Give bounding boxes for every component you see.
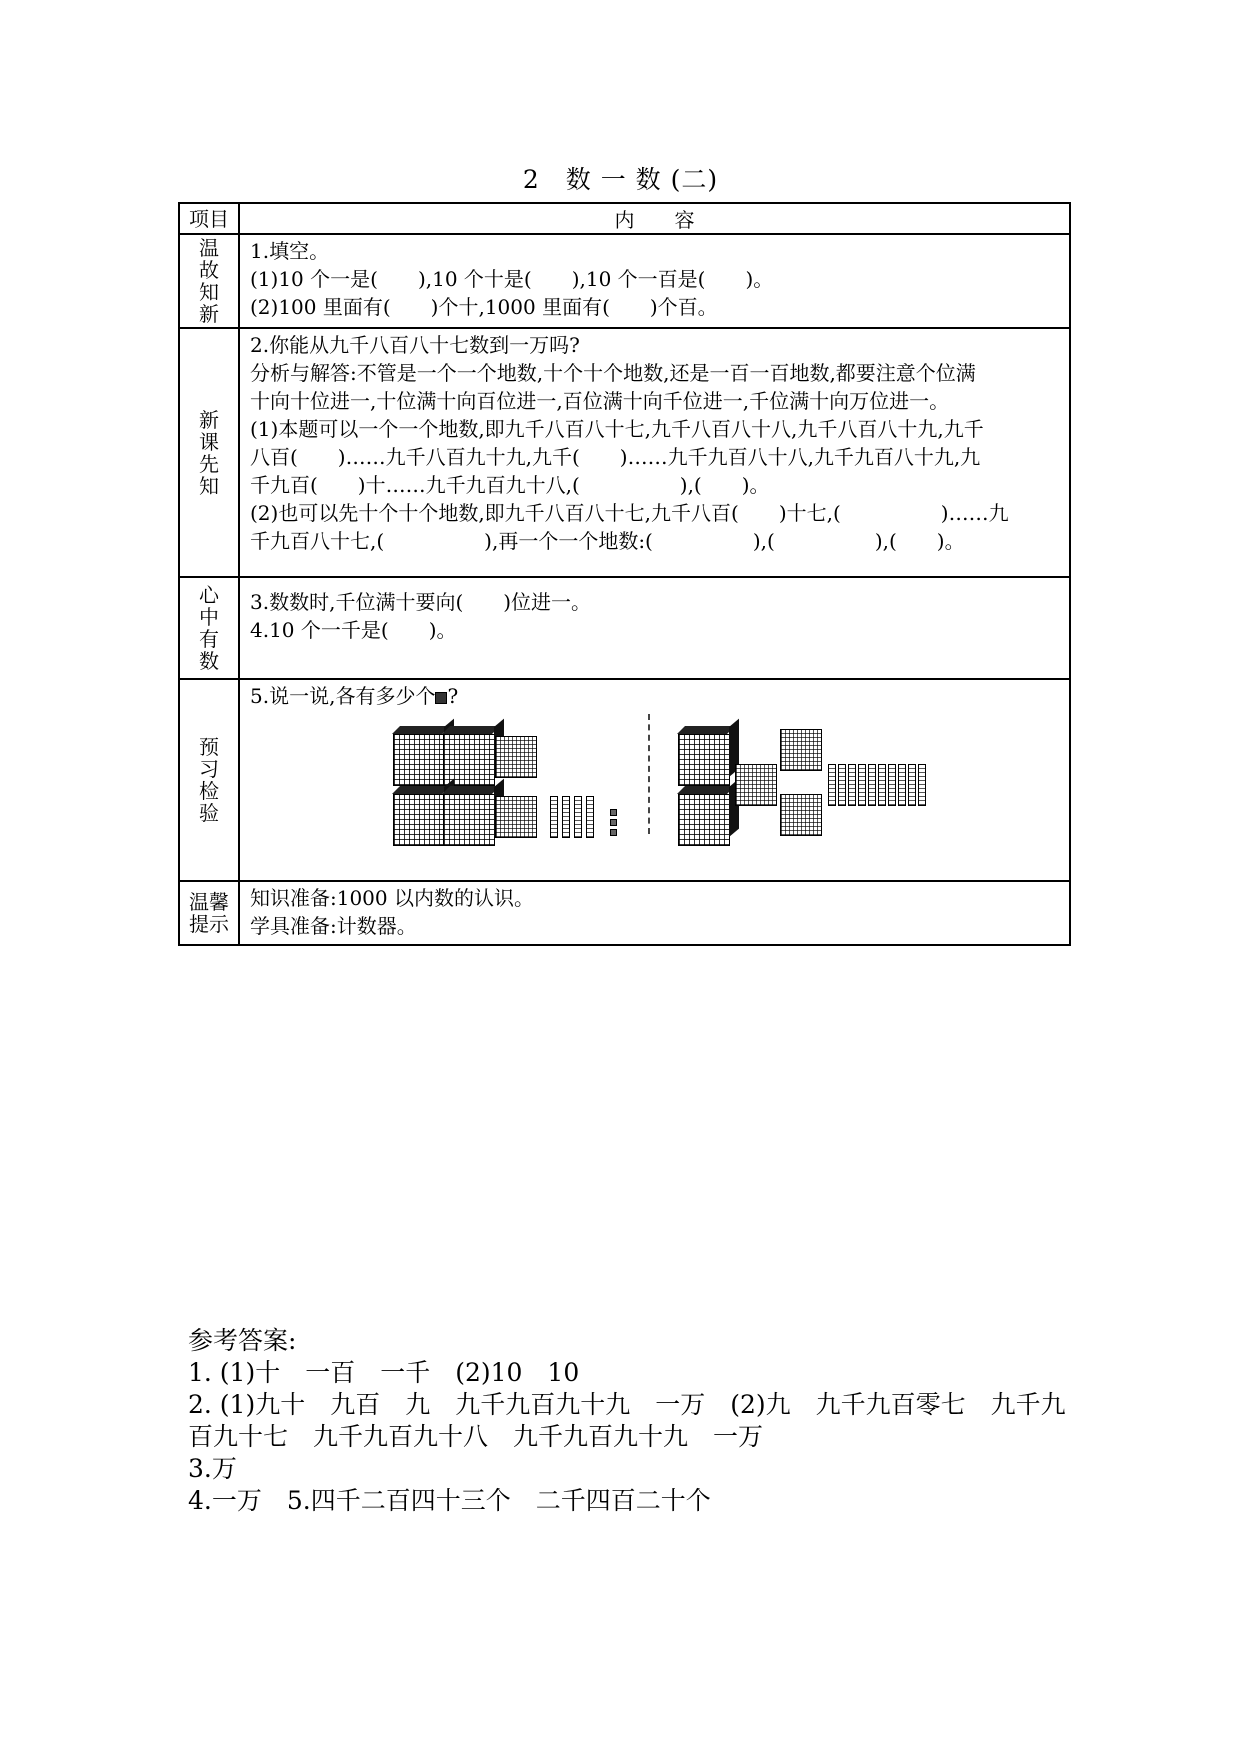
ten-rod-icon — [908, 764, 916, 806]
hundred-flat-icon — [735, 764, 777, 806]
section-label-review: 温 故 知 新 — [179, 234, 239, 328]
question-line: 千九百( )十……九千九百九十八,( ),( )。 — [250, 473, 770, 497]
thousand-cube-icon — [443, 734, 495, 786]
question-line: (1)本题可以一个一个地数,即九千八百八十七,九千八百八十八,九千八百八十九,九千 — [250, 417, 984, 441]
ten-rod-icon — [878, 764, 886, 806]
thousand-cube-icon — [393, 734, 445, 786]
thousand-cube-icon — [678, 734, 730, 786]
section-label-mind: 心 中 有 数 — [179, 577, 239, 679]
thousand-cube-icon — [443, 794, 495, 846]
question-line: 十向十位进一,十位满十向百位进一,百位满十向千位进一,千位满十向万位进一。 — [250, 389, 950, 413]
section-content-tip — [239, 881, 1070, 945]
question-line: 4.10 个一千是( )。 — [250, 618, 457, 642]
question-line: 5.说一说,各有多少个 ? — [250, 684, 459, 708]
question-line: 分析与解答:不管是一个一个地数,十个十个地数,还是一百一百地数,都要注意个位满 — [250, 361, 976, 385]
page-title: 2 数 一 数 (二) — [522, 165, 719, 194]
question-line: 八百( )……九千八百九十九,九千( )……九千九百八十八,九千九百八十九,九 — [250, 445, 981, 469]
hundred-flat-icon — [780, 729, 822, 771]
ten-rod-icon — [586, 796, 594, 838]
section-new — [179, 328, 1070, 577]
header-item: 项目 — [179, 203, 239, 234]
answer-heading: 参考答案: — [188, 1326, 297, 1355]
ten-rod-icon — [562, 796, 570, 838]
header-content: 内 容 — [239, 203, 1070, 234]
question-line: 1.填空。 — [250, 239, 330, 263]
section-tip — [179, 881, 1070, 945]
answer-line: 1. (1)十 一百 一千 (2)10 10 — [188, 1358, 580, 1387]
section-label-tip: 温馨 提示 — [179, 881, 239, 945]
unit-cube-icon — [610, 819, 617, 826]
section-review — [179, 234, 1070, 328]
question-line: 千九百八十七,( ),再一个一个地数:( ),( ),( )。 — [250, 529, 965, 553]
question-line: 3.数数时,千位满十要向( )位进一。 — [250, 590, 592, 614]
ten-rod-icon — [838, 764, 846, 806]
section-content-review — [239, 234, 1070, 328]
hundred-flat-icon — [495, 796, 537, 838]
thousand-cube-icon — [678, 794, 730, 846]
question-line: (2)也可以先十个十个地数,即九千八百八十七,九千八百( )十七,( )……九 — [250, 501, 1009, 525]
base-ten-blocks-figure — [250, 714, 1059, 874]
ten-rod-icon — [848, 764, 856, 806]
ten-rod-icon — [898, 764, 906, 806]
answer-line: 4.一万 5.四千二百四十三个 二千四百二十个 — [188, 1486, 711, 1515]
tip-line: 学具准备:计数器。 — [250, 914, 417, 938]
unit-cube-icon — [435, 692, 447, 704]
unit-cube-icon — [610, 809, 617, 816]
worksheet-table — [178, 202, 1071, 946]
section-content-new — [239, 328, 1070, 577]
ten-rod-icon — [858, 764, 866, 806]
section-label-new: 新 课 先 知 — [179, 328, 239, 577]
thousand-cube-icon — [393, 794, 445, 846]
section-mind — [179, 577, 1070, 679]
answer-key — [188, 1325, 1068, 1517]
tip-line: 知识准备:1000 以内数的认识。 — [250, 886, 534, 910]
question-line: 2.你能从九千八百八十七数到一万吗? — [250, 333, 580, 357]
answer-line: 2. (1)九十 九百 九 九千九百九十九 一万 (2)九 九千九百零七 九千九百九十七 九千九百九十八 九千九百九十九 一万 — [188, 1390, 1066, 1451]
hundred-flat-icon — [780, 794, 822, 836]
dashed-divider — [648, 714, 650, 834]
ten-rod-icon — [888, 764, 896, 806]
question-line: (1)10 个一是( ),10 个十是( ),10 个一百是( )。 — [250, 267, 774, 291]
table-header — [179, 203, 1070, 234]
question-line: (2)100 里面有( )个十,1000 里面有( )个百。 — [250, 295, 718, 319]
ten-rod-icon — [918, 764, 926, 806]
section-check — [179, 679, 1070, 881]
unit-cube-icon — [610, 829, 617, 836]
section-content-mind — [239, 577, 1070, 679]
ten-rod-icon — [868, 764, 876, 806]
section-content-check — [239, 679, 1070, 881]
ten-rod-icon — [828, 764, 836, 806]
answer-line: 3.万 — [188, 1454, 237, 1483]
section-label-check: 预 习 检 验 — [179, 679, 239, 881]
ten-rod-icon — [574, 796, 582, 838]
hundred-flat-icon — [495, 736, 537, 778]
ten-rod-icon — [550, 796, 558, 838]
